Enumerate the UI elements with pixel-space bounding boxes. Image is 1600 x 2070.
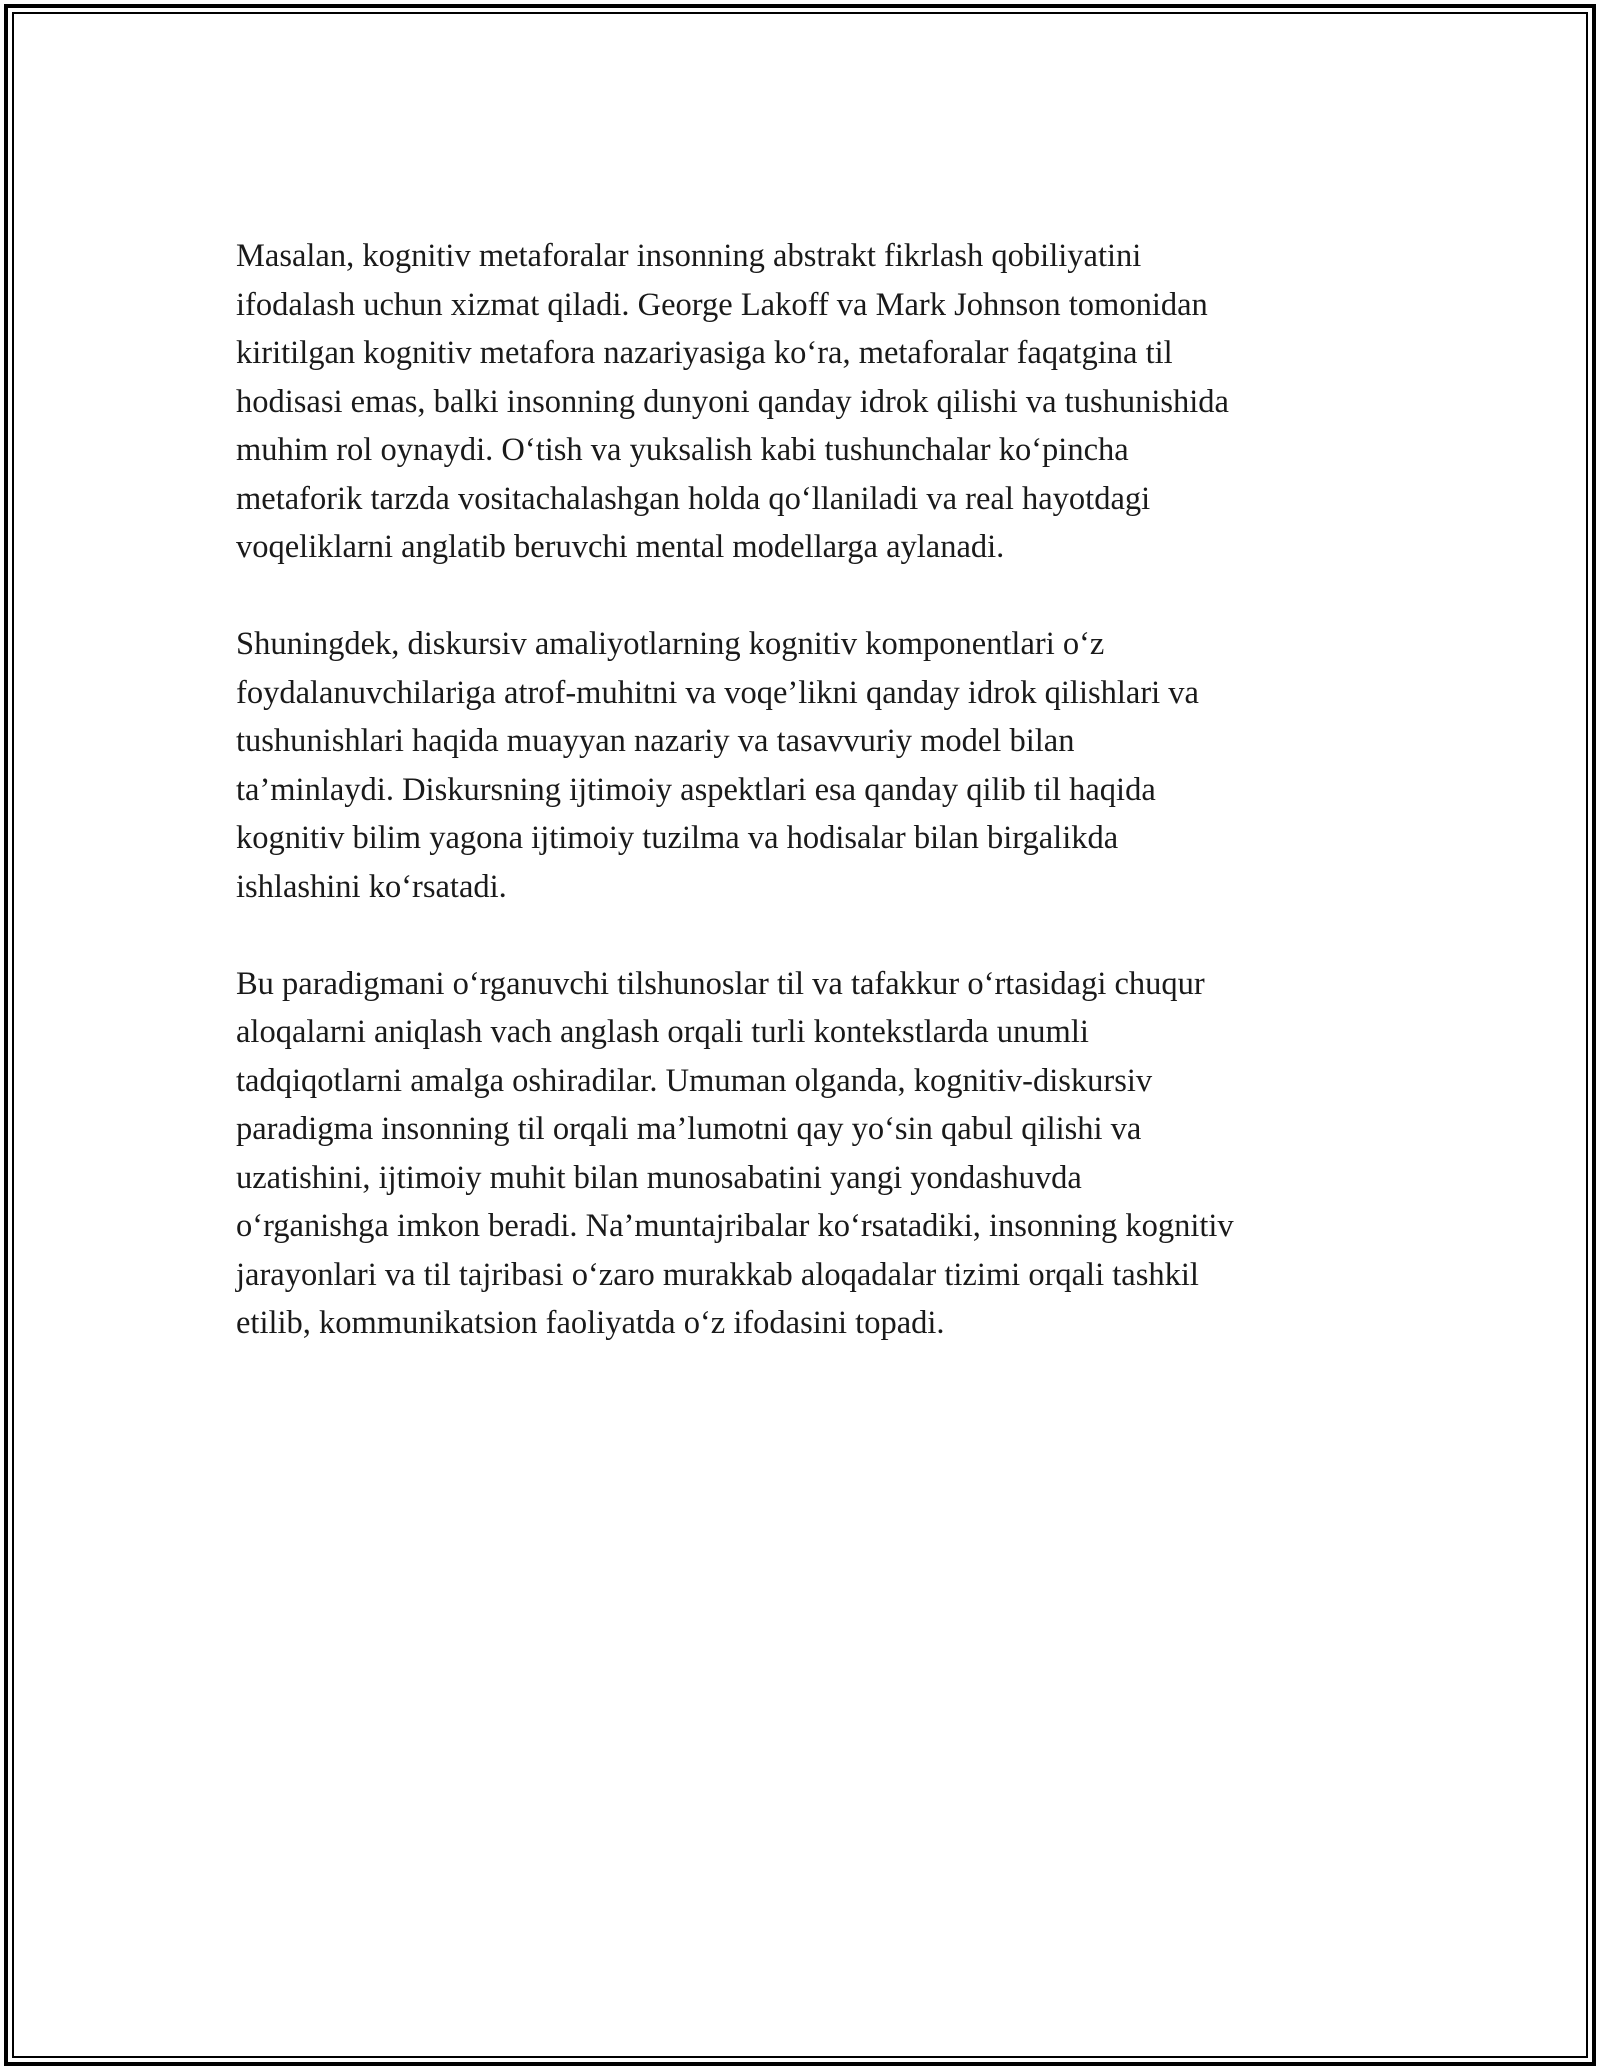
text-line: Masalan, kognitiv metaforalar insonning abstrakt fikrlash qobiliyatini (236, 238, 1142, 274)
text-line: tadqiqotlarni amalga oshiradilar. Umuman olganda, kognitiv-diskursiv (236, 1062, 1153, 1099)
text-line: kognitiv bilim yagona ijtimoiy tuzilma va hodisalar bilan birgalikda (236, 820, 1119, 856)
paragraph-3 (236, 960, 1376, 1348)
paragraph-2 (236, 620, 1376, 911)
text-line: etilib, kommunikatsion faoliyatda o‘z ifodasini topadi. (236, 1305, 945, 1341)
paragraph-1 (236, 232, 1376, 572)
text-line: voqeliklarni anglatib beruvchi mental modellarga aylanadi. (236, 529, 1005, 565)
text-line: uzatishini, ijtimoiy muhit bilan munosabatini yangi yondashuvda (236, 1159, 1082, 1196)
text-line: tushunishlari haqida muayyan nazariy va tasavvuriy model bilan (236, 723, 1075, 759)
text-line: kiritilgan kognitiv metafora nazariyasiga ko‘ra, metaforalar faqatgina til (236, 335, 1173, 371)
text-line: ishlashini ko‘rsatadi. (236, 868, 507, 905)
text-line: metaforik tarzda vositachalashgan holda qo‘llaniladi va real hayotdagi (236, 480, 1151, 517)
text-line: jarayonlari va til tajribasi o‘zaro murakkab aloqadalar tizimi orqali tashkil (236, 1256, 1199, 1293)
text-line: aloqalarni aniqlash vach anglash orqali turli kontekstlarda unumli (236, 1014, 1089, 1050)
text-line: o‘rganishga imkon beradi. Na’muntajribalar ko‘rsatadiki, insonning kognitiv (236, 1208, 1234, 1244)
text-line: hodisasi emas, balki insonning dunyoni qanday idrok qilishi va tushunishida (236, 383, 1229, 420)
text-line: muhim rol oynaydi. O‘tish va yuksalish kabi tushunchalar ko‘pincha (236, 432, 1129, 468)
text-line: Bu paradigmani o‘rganuvchi tilshunoslar til va tafakkur o‘rtasidagi chuqur (236, 965, 1205, 1002)
document-body (236, 232, 1376, 1396)
text-line: foydalanuvchilariga atrof-muhitni va voqe’likni qanday idrok qilishlari va (236, 674, 1199, 711)
text-line: paradigma insonning til orqali ma’lumotni qay yo‘sin qabul qilishi va (236, 1111, 1142, 1147)
text-line: Shuningdek, diskursiv amaliyotlarning kognitiv komponentlari o‘z (236, 626, 1105, 662)
text-line: ta’minlaydi. Diskursning ijtimoiy aspektlari esa qanday qilib til haqida (236, 771, 1156, 808)
text-line: ifodalash uchun xizmat qiladi. George Lakoff va Mark Johnson tomonidan (236, 286, 1208, 323)
